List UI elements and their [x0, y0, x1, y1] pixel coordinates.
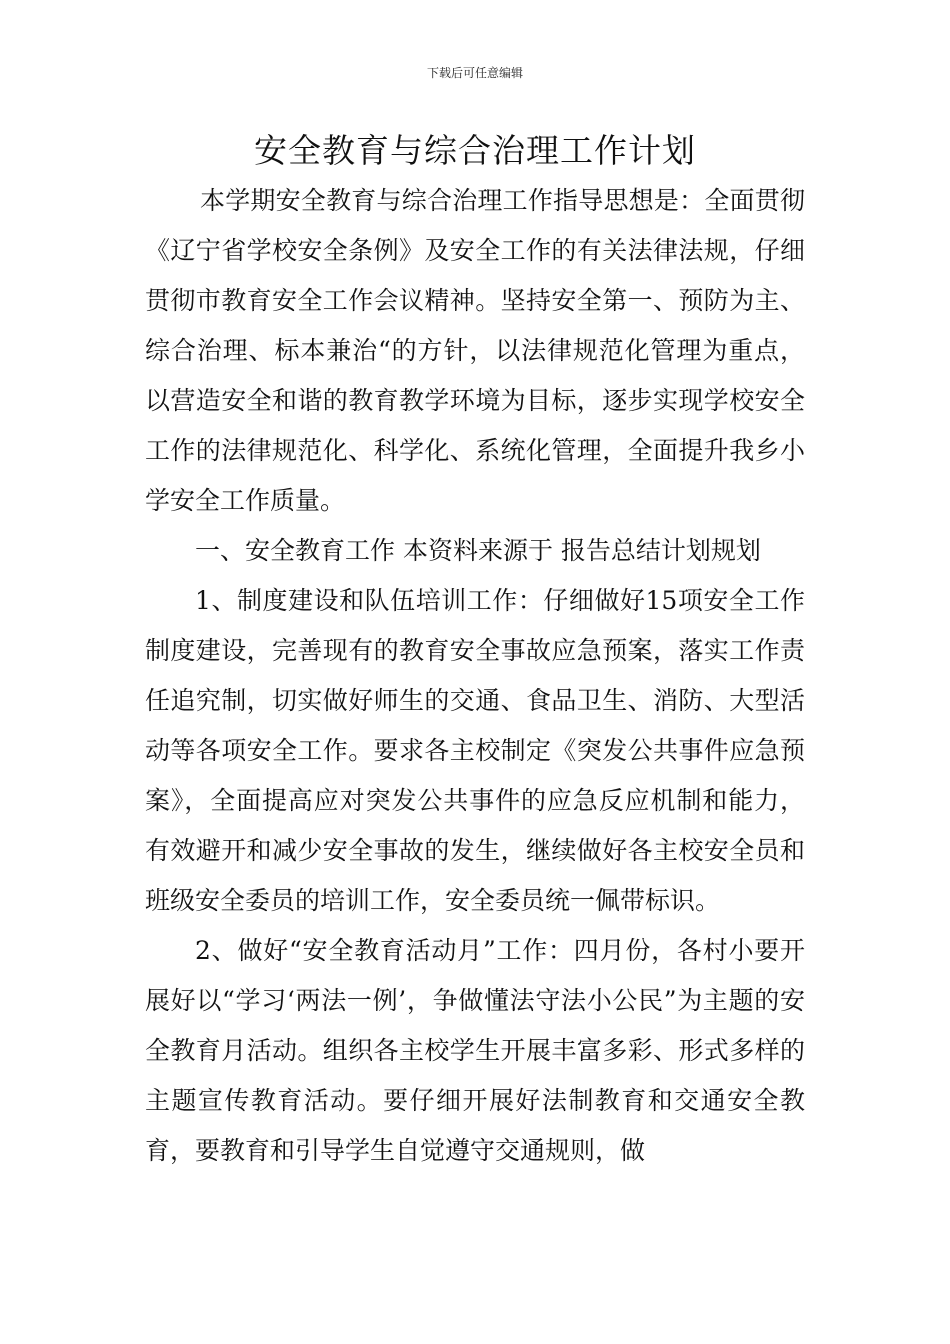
section-heading-safety-education: 一、安全教育工作 本资料来源于 报告总结计划规划 [195, 536, 761, 565]
paragraph-safety-month: 2、做好“安全教育活动月”工作：四月份，各村小要开展好以“学习‘两法一例’，争做懂法守法小公民”为主题的安全教育月活动。组织各主校学生开展丰富多彩、形式多样的主题宣传教育活动。要仔细开展好法制教育和交通安全教育，要教育和引导学生自觉遵守交通规则，做 [145, 936, 805, 1165]
document-title: 安全教育与综合治理工作计划 [254, 131, 696, 170]
paragraph-guiding-thought: 本学期安全教育与综合治理工作指导思想是：全面贯彻《辽宁省学校安全条例》及安全工作的有关法律法规，仔细贯彻市教育安全工作会议精神。坚持安全第一、预防为主、综合治理、标本兼治“的方针，以法律规范化管理为重点，以营造安全和谐的教育教学环境为目标，逐步实现学校安全工作的法律规范化、科学化、系统化管理，全面提升我乡小学安全工作质量。 [145, 186, 805, 515]
document-body [145, 176, 805, 1176]
paragraph-system-building: 1、制度建设和队伍培训工作：仔细做好15项安全工作制度建设，完善现有的教育安全事故应急预案，落实工作责任追究制，切实做好师生的交通、食品卫生、消防、大型活动等各项安全工作。要求各主校制定《突发公共事件应急预案》，全面提高应对突发公共事件的应急反应机制和能力，有效避开和减少安全事故的发生，继续做好各主校安全员和班级安全委员的培训工作，安全委员统一佩带标识。 [145, 586, 805, 915]
header-note: 下载后可任意编辑 [426, 66, 523, 80]
